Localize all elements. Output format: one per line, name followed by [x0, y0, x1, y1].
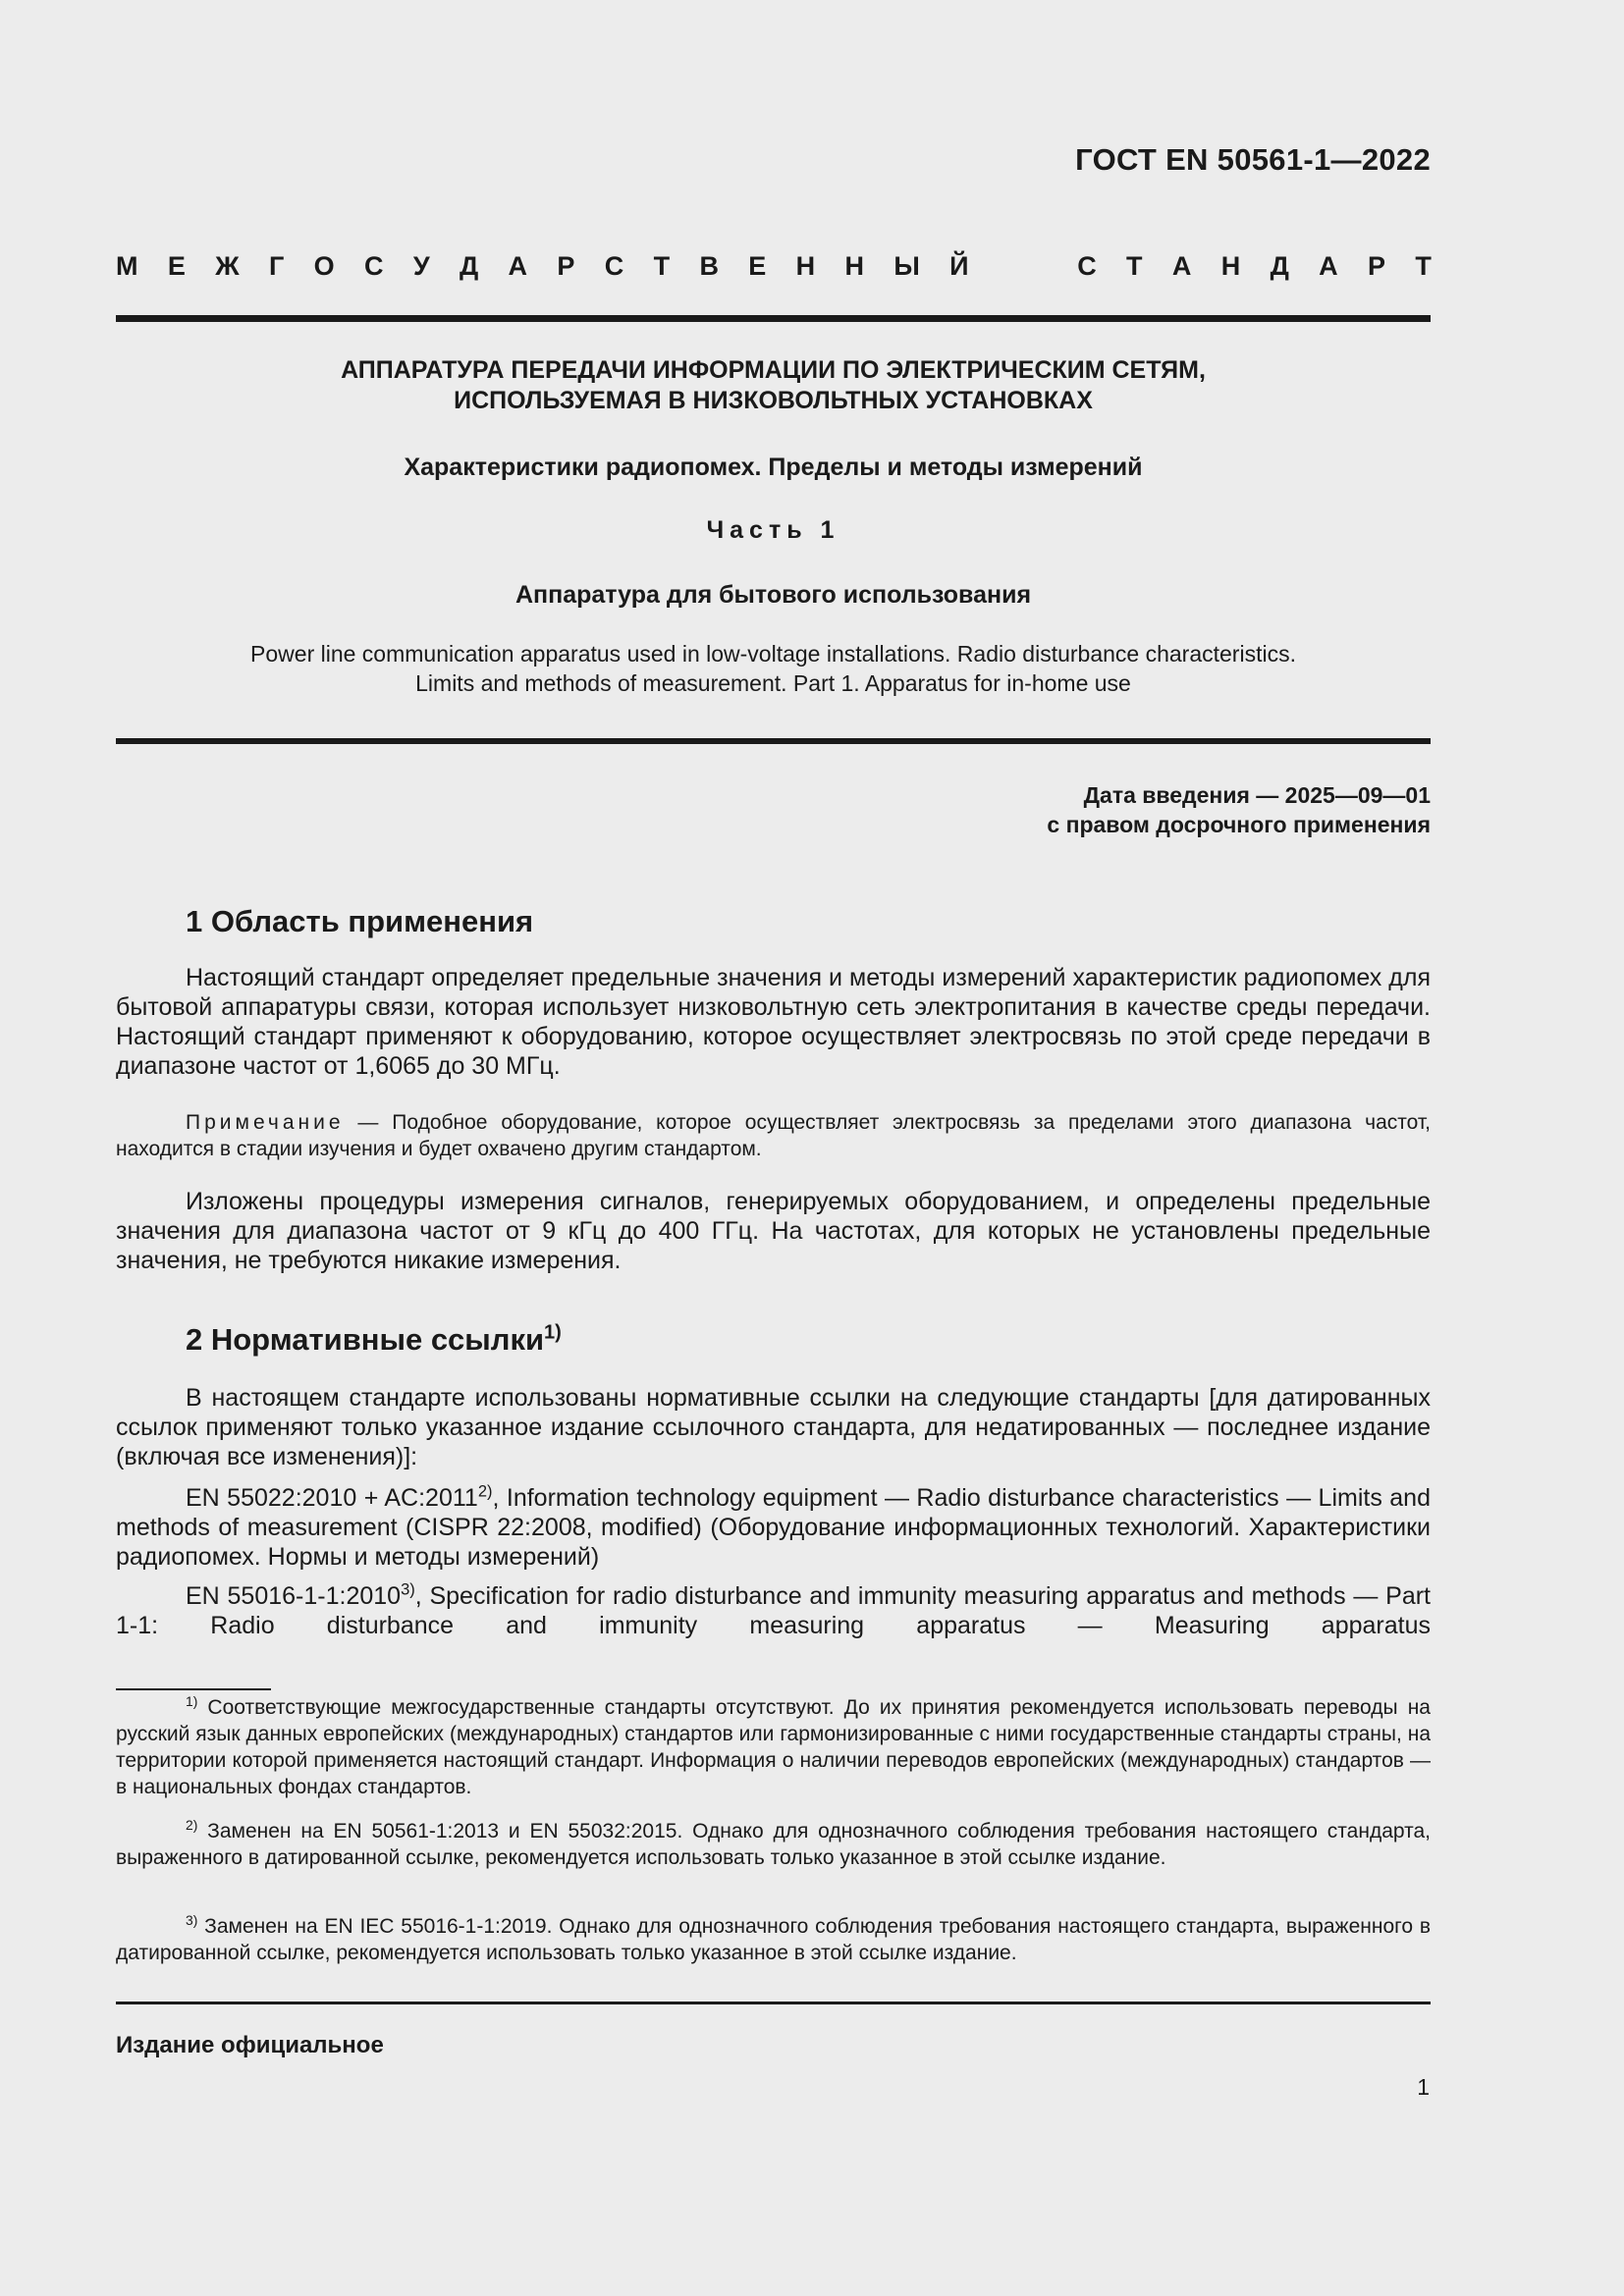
footnote-separator: [116, 1688, 271, 1690]
section-1-paragraph-2: Изложены процедуры измерения сигналов, генерируемых оборудованием, и определены предельные значения для диапазона частот от 9 кГц до 400 ГГц. На частотах, для которых не установлены предельные значения, не требуются никакие измерения.: [116, 1188, 1431, 1274]
title-line-2: ИСПОЛЬЗУЕМАЯ В НИЗКОВОЛЬТНЫХ УСТАНОВКАХ: [454, 387, 1093, 414]
english-title-line-2: Limits and methods of measurement. Part 1. Apparatus for in-home use: [415, 670, 1131, 696]
banner-letter: Й: [949, 251, 969, 281]
introduction-date: Дата введения — 2025—09—01: [1083, 782, 1431, 808]
reference-en-55016: [116, 1581, 1431, 1640]
banner-letter: С: [604, 251, 624, 281]
banner-letter: Е: [167, 251, 186, 281]
banner-letter: Н: [844, 251, 864, 281]
footnote-ref-1[interactable]: 1): [544, 1321, 562, 1344]
banner-letter: Р: [557, 251, 575, 281]
banner-letter: А: [1319, 251, 1338, 281]
reference-en-55022-code: EN 55022:2010 + AC:2011: [186, 1484, 478, 1512]
english-title-line-1: Power line communication apparatus used in low-voltage installations. Radio disturbance characteristics.: [250, 641, 1296, 667]
banner-letter: А: [508, 251, 528, 281]
footnote-2-text: Заменен на EN 50561-1:2013 и EN 55032:2015. Однако для однозначного соблюдения требования настоящего стандарта, выраженного в датированной ссылке, рекомендуется использовать только указанное в этой ссылке издание.: [116, 1820, 1431, 1869]
part-title: Аппаратура для бытового использования: [514, 581, 1032, 609]
section-2-paragraph-1: В настоящем стандарте использованы нормативные ссылки на следующие стандарты [для датированных ссылок применяют только указанное издание ссылочного стандарта, для недатированных — последнее издание (включая все изменения)]:: [116, 1384, 1431, 1470]
document-subtitle: Характеристики радиопомех. Пределы и методы измерений: [404, 454, 1143, 481]
reference-en-55016-code: EN 55016-1-1:2010: [186, 1582, 402, 1610]
official-edition-label: Издание официальное: [116, 2032, 384, 2058]
standard-type-banner: [116, 251, 1432, 282]
part-label: Часть 1: [706, 516, 840, 544]
footnote-ref-3[interactable]: 3): [401, 1580, 415, 1599]
banner-letter: Н: [1220, 251, 1241, 281]
footnote-ref-2[interactable]: 2): [477, 1482, 493, 1501]
banner-letter: С: [363, 251, 384, 281]
banner-gap: [999, 251, 1048, 282]
banner-letter: Р: [1368, 251, 1386, 281]
banner-letter: О: [313, 251, 335, 281]
title-bottom-rule: [116, 738, 1431, 744]
banner-letter: В: [699, 251, 719, 281]
reference-en-55022: [116, 1483, 1431, 1572]
banner-letter: Т: [653, 251, 671, 281]
banner-letter: М: [116, 251, 138, 281]
footnote-1-mark: 1): [186, 1693, 198, 1709]
section-1-paragraph-1: Настоящий стандарт определяет предельные значения и методы измерений характеристик радиопомех для бытовой аппаратуры связи, которая использует низковольтную сеть электропитания в качестве среды передачи. Настоящий стандарт применяют к оборудованию, которое осуществляет электросвязь по этой среде передачи в диапазоне частот от 1,6065 до 30 МГц.: [116, 964, 1431, 1080]
page-number: 1: [1417, 2074, 1430, 2100]
footnote-2: [116, 1818, 1431, 1871]
reference-en-55022-text: , Information technology equipment — Radio disturbance characteristics — Limits and methods of measurement (CISPR 22:2008, modified) (Оборудование информационных технологий. Характеристики радиопомех. Нормы и методы измерений): [116, 1484, 1431, 1571]
footnote-3-mark: 3): [186, 1912, 198, 1928]
banner-letter: Т: [1126, 251, 1143, 281]
introduction-date-block: [1047, 780, 1431, 839]
reference-en-55016-text: , Specification for radio disturbance and immunity measuring apparatus and methods — Part 1-1: Radio disturbance and immunity measuring apparatus — Measuring apparatus: [116, 1582, 1431, 1639]
footnote-2-mark: 2): [186, 1817, 198, 1833]
title-line-1: АППАРАТУРА ПЕРЕДАЧИ ИНФОРМАЦИИ ПО ЭЛЕКТРИЧЕСКИМ СЕТЯМ,: [341, 356, 1206, 384]
banner-letter: А: [1171, 251, 1192, 281]
footnote-1: [116, 1694, 1431, 1800]
footnote-3: [116, 1913, 1431, 1966]
document-title: [116, 355, 1431, 416]
english-title: [116, 639, 1431, 698]
early-application: с правом досрочного применения: [1047, 812, 1431, 837]
note-label: Примечание: [186, 1111, 345, 1134]
banner-letter: Е: [748, 251, 767, 281]
section-1-note: [116, 1109, 1431, 1162]
top-thick-rule: [116, 315, 1431, 322]
section-1-heading: 1 Область применения: [186, 904, 534, 938]
banner-letter: Т: [1415, 251, 1432, 281]
footnote-1-text: Соответствующие межгосударственные стандарты отсутствуют. До их принятия рекомендуется использовать переводы на русский язык данных европейских (международных) стандартов или гармонизированные с ними государственные стандарты страны, на территории которой применяется настоящий стандарт. Информация о наличии переводов европейских (международных) стандартов — в национальных фондах стандартов.: [116, 1696, 1431, 1798]
banner-letter: Ы: [893, 251, 920, 281]
banner-letter: Д: [459, 251, 479, 281]
footnote-3-text: Заменен на EN IEC 55016-1-1:2019. Однако для однозначного соблюдения требования настоящего стандарта, выраженного в датированной ссылке, рекомендуется использовать только указанное в этой ссылке издание.: [116, 1915, 1431, 1964]
note-text: — Подобное оборудование, которое осуществляет электросвязь за пределами этого диапазона частот, находится в стадии изучения и будет охвачено другим стандартом.: [116, 1111, 1431, 1160]
standard-designation: ГОСТ EN 50561-1—2022: [1075, 142, 1431, 177]
banner-letter: С: [1077, 251, 1097, 281]
banner-letter: У: [412, 251, 430, 281]
footer-rule: [116, 2002, 1431, 2004]
banner-letter: Д: [1270, 251, 1289, 281]
section-2-heading-text: 2 Нормативные ссылки: [186, 1322, 545, 1357]
banner-letter: Г: [268, 251, 285, 281]
banner-letter: Ж: [215, 251, 240, 281]
section-2-heading: [186, 1322, 562, 1358]
banner-letter: Н: [795, 251, 816, 281]
